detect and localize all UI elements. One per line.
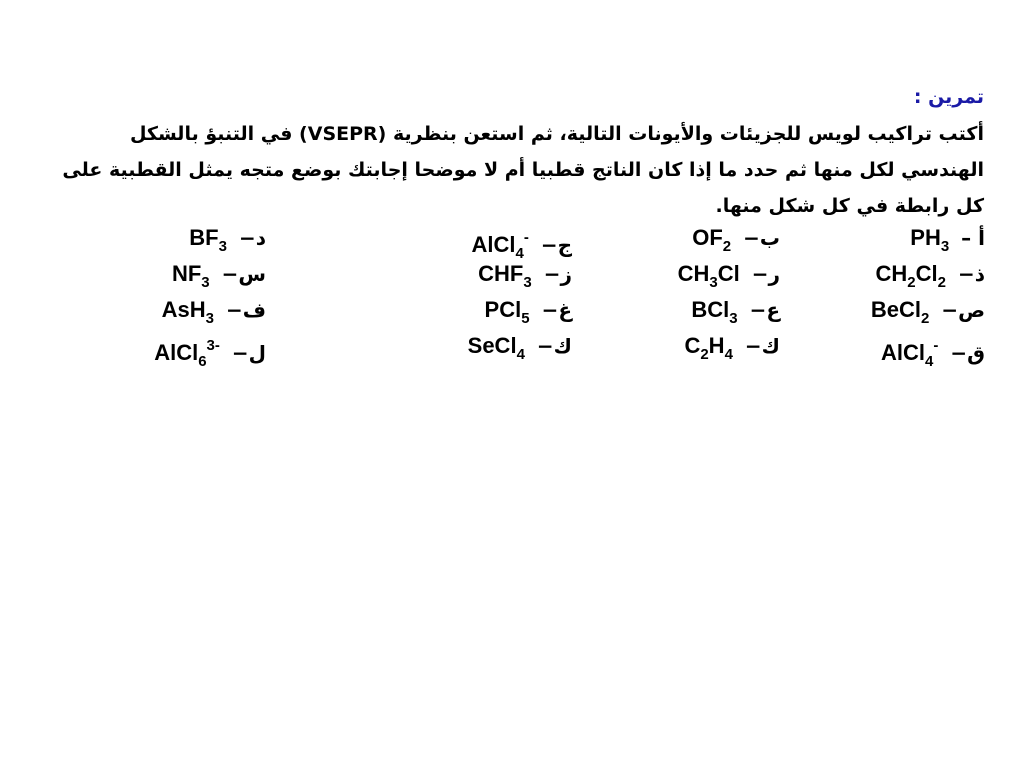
- instruction-line: كل رابطة في كل شكل منها.: [715, 195, 984, 217]
- molecule-item: [678, 256, 780, 292]
- formula-subscript: 6: [198, 353, 207, 370]
- exercise-instructions: [44, 116, 984, 224]
- item-label: غ−: [541, 298, 572, 322]
- item-label: ر−: [751, 262, 780, 286]
- formula-charge: -: [933, 337, 939, 354]
- molecule-item: [468, 328, 572, 364]
- molecule-item: [910, 220, 985, 256]
- formula-symbol: OF: [692, 225, 723, 250]
- instruction-line: الهندسي لكل منها ثم حدد ما إذا كان الناتج قطبيا أم لا موضحا إجابتك بوضع متجه يمثل القطبية على: [62, 159, 984, 181]
- formula-symbol: NF: [171, 261, 202, 286]
- formula-subscript: 2: [700, 346, 709, 363]
- item-label: أ –: [961, 226, 985, 250]
- item-label: ع−: [749, 298, 780, 322]
- chemical-formula: [881, 328, 938, 380]
- item-label: س−: [221, 262, 266, 286]
- formula-subscript: 3: [205, 310, 214, 327]
- chemical-formula: [154, 328, 220, 380]
- item-label: ك−: [536, 334, 572, 358]
- formula-charge: 3-: [206, 337, 220, 354]
- formula-subscript: 3: [729, 310, 738, 327]
- molecule-item: [471, 220, 572, 262]
- molecule-item: [154, 328, 266, 370]
- formula-charge: -: [523, 229, 529, 246]
- formula-symbol: AsH: [161, 297, 206, 322]
- formula-symbol: BCl: [691, 297, 730, 322]
- item-label: د−: [238, 226, 266, 250]
- item-label: ف−: [226, 298, 266, 322]
- molecule-row: [0, 328, 1024, 370]
- formula-symbol: PH: [910, 225, 941, 250]
- molecule-item: [881, 328, 985, 370]
- chemical-formula: [684, 328, 732, 373]
- formula-subscript: 4: [724, 346, 733, 363]
- item-label: ق−: [950, 341, 985, 365]
- molecule-item: [189, 220, 266, 256]
- formula-symbol: CHF: [478, 261, 524, 286]
- molecule-item: [478, 256, 572, 292]
- formula-symbol: Cl: [717, 261, 740, 286]
- formula-symbol: PCl: [484, 297, 522, 322]
- item-label: ب−: [743, 226, 780, 250]
- formula-subscript: 3: [940, 238, 950, 255]
- formula-symbol: SeCl: [467, 333, 517, 358]
- formula-subscript: 3: [201, 274, 210, 291]
- molecule-item: [172, 256, 266, 292]
- formula-subscript: 3: [523, 274, 532, 291]
- formula-symbol: AlCl: [881, 340, 926, 365]
- item-label: ذ−: [957, 262, 985, 286]
- formula-symbol: AlCl: [154, 340, 199, 365]
- formula-symbol: C: [684, 333, 701, 358]
- formula-symbol: AlCl: [471, 232, 516, 257]
- formula-symbol: H: [708, 333, 725, 358]
- formula-subscript: 5: [521, 310, 530, 327]
- instruction-line: أكتب تراكيب لويس للجزيئات والأيونات التالية، ثم استعن بنظرية (VSEPR) في التنبؤ بالشكل: [129, 123, 984, 145]
- molecule-row: [0, 256, 1024, 292]
- item-label: ص−: [941, 298, 985, 322]
- formula-subscript: 3: [709, 274, 718, 291]
- formula-subscript: 4: [925, 353, 934, 370]
- molecule-row: [0, 292, 1024, 328]
- formula-subscript: 2: [920, 310, 930, 327]
- molecule-item: [876, 256, 986, 292]
- molecule-item: [871, 292, 985, 328]
- formula-symbol: BF: [189, 225, 219, 250]
- formula-symbol: Cl: [915, 261, 938, 286]
- formula-subscript: 2: [722, 238, 732, 255]
- formula-subscript: 4: [515, 245, 524, 262]
- molecule-item: [485, 292, 572, 328]
- item-label: ج−: [540, 233, 572, 257]
- formula-subscript: 4: [516, 346, 525, 363]
- item-label: ز−: [543, 262, 572, 286]
- formula-symbol: CH: [677, 261, 710, 286]
- formula-subscript: 2: [937, 274, 946, 291]
- exercise-title: تمرين :: [913, 86, 984, 108]
- molecule-row: [0, 220, 1024, 262]
- molecule-item: [162, 292, 266, 328]
- formula-symbol: CH: [875, 261, 908, 286]
- molecule-item: [684, 328, 780, 364]
- molecule-item: [691, 292, 780, 328]
- formula-symbol: BeCl: [870, 297, 921, 322]
- molecule-item: [692, 220, 780, 256]
- formula-subscript: 2: [907, 274, 916, 291]
- item-label: ك−: [744, 334, 780, 358]
- chemical-formula: [468, 328, 525, 373]
- formula-subscript: 3: [218, 238, 227, 255]
- item-label: ل−: [231, 341, 266, 365]
